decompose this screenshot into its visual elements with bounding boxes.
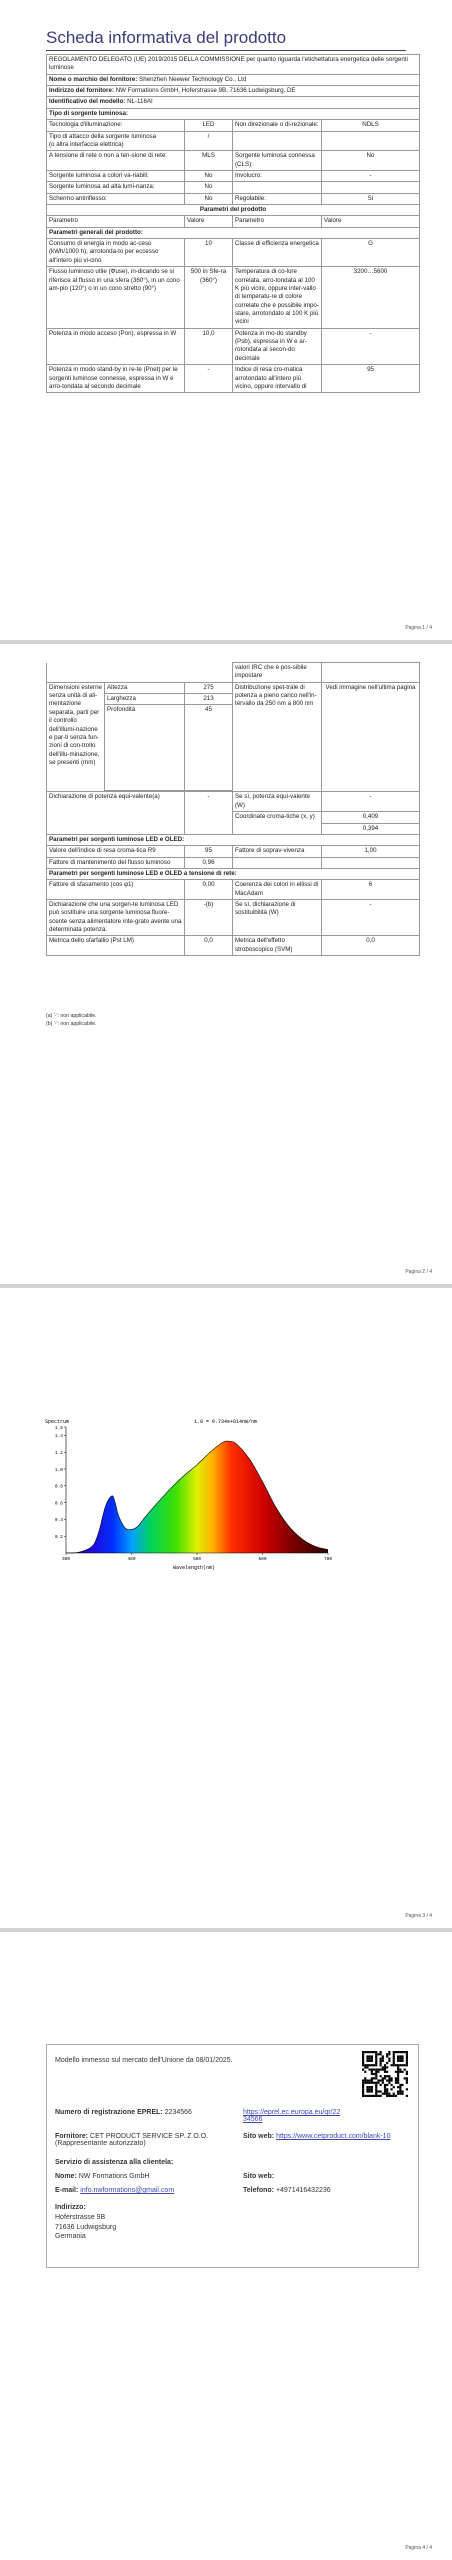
spectrum-chart bbox=[44, 1415, 334, 1575]
led-param-cell bbox=[322, 857, 420, 868]
footnote-b: (b) '-': non applicabile. bbox=[46, 1021, 97, 1028]
product-params-heading: Parametri del prodotto bbox=[47, 205, 420, 216]
general-param-cell: - bbox=[322, 328, 420, 364]
led-param-cell: 0,96 bbox=[185, 857, 233, 868]
y-tick-label: 1.4 bbox=[54, 1434, 63, 1440]
source-type-cell: No bbox=[185, 170, 233, 181]
fornitore-web-link[interactable]: https://www.cetproduct.com/blank-10 bbox=[276, 2133, 391, 2140]
qr-code-icon[interactable] bbox=[362, 2051, 408, 2097]
page-3 bbox=[0, 1288, 452, 1928]
general-params-heading: Parametri generali del prodotto: bbox=[47, 227, 420, 238]
y-tick-label: 0.2 bbox=[54, 1535, 63, 1540]
page-number: Pagina 3 / 4 bbox=[405, 1913, 432, 1919]
spectrum-ylabel: Spectrum bbox=[45, 1419, 70, 1425]
source-type-cell: Sì bbox=[322, 193, 420, 204]
page-1 bbox=[0, 0, 452, 640]
mains-param-cell: Dichiarazione che una sorgen-te luminosa LED può sostituire una sorgente luminosa fluore-scente senza alimentatore inte-grato avente una determinata potenza. bbox=[47, 900, 185, 936]
general-param-cell: - bbox=[185, 365, 233, 393]
mains-param-row bbox=[47, 900, 420, 936]
col-param-1: Parametro bbox=[47, 216, 185, 227]
led-param-cell: Fattore di soprav-vivenza bbox=[233, 846, 322, 857]
dim-width-value: 213 bbox=[185, 694, 233, 705]
mains-param-cell: - bbox=[322, 900, 420, 936]
general-param-cell: Consumo di energia in modo ac-ceso (kWh/1000 h), arrotonda-to per eccesso all'intero più vi-cino bbox=[47, 239, 185, 267]
page-number: Pagina 4 / 4 bbox=[405, 2545, 432, 2551]
footnotes bbox=[46, 1012, 96, 1029]
product-info-table-cont bbox=[46, 662, 420, 956]
led-param-cell: Fattore di mantenimento del flusso luminoso bbox=[47, 857, 185, 868]
mains-param-cell: 6 bbox=[322, 880, 420, 900]
source-type-cell: MLS bbox=[185, 151, 233, 171]
equiv-watt-label: Se sì, potenza equi-valente (W) bbox=[233, 792, 322, 812]
equiv-watt-value: - bbox=[322, 792, 420, 812]
page-title: Scheda informativa del prodotto bbox=[46, 28, 287, 47]
spectrum-area bbox=[66, 1441, 328, 1553]
source-type-cell: A tensione di rete o non a ten-sione di rete: bbox=[47, 151, 185, 171]
general-param-cell: Flusso luminoso utile (Φuse), in-dicando se si riferisce al flusso in una sfera (360°), in un cono am-pio (120°) o in un cono stretto (90°) bbox=[47, 267, 185, 329]
general-param-cell: Potenza in mo-do standby (Psb), espressa in W e ar-rotondata al secon-do decimale bbox=[233, 328, 322, 364]
address-value: NW Formations GmbH, Hoferstrasse 9B, 71636 Ludwigsburg, DE bbox=[115, 87, 296, 95]
mains-param-cell: Metrica dello sfarfallio (Pst LM) bbox=[47, 936, 185, 956]
eprel-number: 2234566 bbox=[164, 2109, 192, 2116]
general-param-cell: Potenza in modo stand-by in re-te (Pnet) per le sorgenti luminose connesse, espressa in W e arro-tondata al secondo decimale bbox=[47, 365, 185, 393]
source-type-cell bbox=[322, 131, 420, 151]
page-2 bbox=[0, 644, 452, 1284]
source-type-cell: Sorgente luminosa ad alta lumi-nanza: bbox=[47, 182, 185, 193]
source-type-cell bbox=[233, 131, 322, 151]
x-tick-label: 580 bbox=[192, 1557, 202, 1562]
col-value-2: Valore bbox=[322, 216, 420, 227]
general-param-cell: 95 bbox=[322, 365, 420, 393]
mains-param-cell: Fattore di sfasamento (cos φ1) bbox=[47, 880, 185, 900]
supplier-label: Nome o marchio del fornitore: bbox=[49, 75, 138, 83]
led-heading: Parametri per sorgenti luminose LED e OLED: bbox=[47, 834, 420, 845]
dim-depth-value: 45 bbox=[185, 705, 233, 791]
x-tick-label: 380 bbox=[61, 1557, 71, 1562]
general-param-cell: 500 in Sfe-ra (360°) bbox=[185, 267, 233, 329]
led-param-cell: 95 bbox=[185, 846, 233, 857]
mains-param-row bbox=[47, 936, 420, 956]
fornitore-value: CET PRODUCT SERVICE SP. Z O.O. (Rappresentante autorizzato) bbox=[55, 2133, 209, 2147]
source-type-cell: Tipo di attacco della sorgente luminosa (o altra interfaccia elettrica) bbox=[47, 131, 185, 151]
address-line-1: Hoferstrasse 9B bbox=[55, 2213, 106, 2221]
source-type-row bbox=[47, 193, 420, 204]
service-email-link[interactable]: info.nwformations@gmail.com bbox=[80, 2187, 175, 2194]
dim-depth-label: Profondità bbox=[105, 705, 185, 791]
source-type-cell bbox=[233, 182, 322, 193]
address-label: Indirizzo del fornitore: bbox=[49, 87, 114, 95]
led-param-row bbox=[47, 846, 420, 857]
source-type-row bbox=[47, 131, 420, 151]
led-param-cell bbox=[233, 857, 322, 868]
led-param-cell: 1,00 bbox=[322, 846, 420, 857]
y-tick-label: 0.8 bbox=[54, 1484, 63, 1490]
source-type-cell: NDLS bbox=[322, 120, 420, 131]
address-block: Indirizzo: Hoferstrasse 9B 71636 Ludwigsburg Germania bbox=[55, 2204, 117, 2241]
chroma-x: 0,409 bbox=[322, 812, 420, 823]
supplier-value: Shenzhen Neewer Technology Co., Ltd bbox=[139, 75, 247, 83]
source-type-cell: LED bbox=[185, 120, 233, 131]
service-name: Nome: NW Formations GmbH bbox=[55, 2173, 150, 2180]
registration-box bbox=[46, 2044, 419, 2268]
general-param-cell: Classe di efficienza energetica bbox=[233, 239, 322, 267]
x-tick-label: 780 bbox=[323, 1557, 333, 1562]
mains-param-cell: Coerenza dei colori in ellissi di MacAdam bbox=[233, 880, 322, 900]
x-tick-label: 680 bbox=[258, 1557, 267, 1562]
dim-height-value: 275 bbox=[185, 682, 233, 693]
mains-param-cell: 0,0 bbox=[322, 936, 420, 956]
general-param-cell: Temperatura di co-lore correlata, arro-tondata al 100 K più vicini, oppure inter-vallo di temperatu-re di colore correlate che è possibile impo-stare, arrotondato al 100 K più vicini bbox=[233, 267, 322, 329]
source-type-cell: Tecnologia d'illuminazione: bbox=[47, 120, 185, 131]
source-type-cell: Sorgente luminosa a colori va-riabili: bbox=[47, 170, 185, 181]
led-param-row bbox=[47, 857, 420, 868]
col-value-1: Valore bbox=[185, 216, 233, 227]
col-param-2: Parametro bbox=[233, 216, 322, 227]
source-type-row bbox=[47, 120, 420, 131]
spectrum-xlabel: Wavelength(nm) bbox=[172, 1565, 216, 1571]
chroma-y: 0,394 bbox=[322, 823, 420, 834]
mains-param-cell: 0,00 bbox=[185, 880, 233, 900]
source-type-cell: / bbox=[185, 131, 233, 151]
chroma-label: Coordinate croma-tiche (x, y) bbox=[233, 812, 322, 835]
fornitore-web: Sito web: https://www.cetproduct.com/blank-10 bbox=[243, 2133, 391, 2140]
spectral-label: Distribuzione spet-trale di potenza a pieno carico nell'in-tervallo da 250 nm a 800 nm bbox=[233, 682, 322, 792]
spectral-value: Vedi immagine nell'ultima pagina bbox=[322, 682, 420, 792]
equiv-power-label: Dichiarazione di potenza equi-valente(a) bbox=[47, 792, 185, 834]
source-type-cell: Involucro: bbox=[233, 170, 322, 181]
general-param-cell: 10,0 bbox=[185, 328, 233, 364]
source-type-cell: Schermo antiriflesso: bbox=[47, 193, 185, 204]
x-tick-label: 480 bbox=[127, 1557, 136, 1562]
source-type-row bbox=[47, 151, 420, 171]
market-date: Modello immesso sul mercato dell'Unione da 08/01/2025. bbox=[55, 2057, 233, 2064]
service-phone: Telefono: +4971416432236 bbox=[243, 2187, 331, 2194]
general-param-cell: G bbox=[322, 239, 420, 267]
general-param-row bbox=[47, 239, 420, 267]
mains-param-row bbox=[47, 880, 420, 900]
y-tick-label: 1.2 bbox=[54, 1451, 63, 1456]
general-param-cell: 10 bbox=[185, 239, 233, 267]
model-label: Identificativo del modello: bbox=[49, 98, 126, 106]
source-type-cell bbox=[322, 182, 420, 193]
source-type-cell: Sorgente luminosa connessa (CLS): bbox=[233, 151, 322, 171]
source-type-heading: Tipo di sorgente luminosa: bbox=[47, 108, 420, 119]
equiv-power-value: - bbox=[185, 792, 233, 834]
source-type-cell: - bbox=[322, 170, 420, 181]
y-tick-label: 1.5 bbox=[54, 1425, 63, 1431]
address-line-2: 71636 Ludwigsburg bbox=[55, 2223, 117, 2231]
general-param-cell: Indice di resa cro-matica arrotondato all'intero più vicino, oppure intervallo di bbox=[233, 365, 322, 393]
source-type-cell: Regolabile: bbox=[233, 193, 322, 204]
service-heading: Servizio di assistenza alla clientela: bbox=[55, 2159, 174, 2166]
dimensions-label: Dimensioni esterne senza unità di ali-mentazione separata, parti per il controllo dell'illumi-nazione e par-ti senza fun-zioni di con-trollo dell'illu-minazione, se presenti (mm) bbox=[47, 682, 105, 792]
page-number: Pagina 2 / 4 bbox=[405, 1269, 432, 1275]
source-type-row bbox=[47, 170, 420, 181]
source-type-cell: Non direzionale o di-rezionale: bbox=[233, 120, 322, 131]
general-param-row bbox=[47, 267, 420, 329]
general-param-row bbox=[47, 328, 420, 364]
mains-param-cell: -(b) bbox=[185, 900, 233, 936]
eprel-label: Numero di registrazione EPREL: 2234566 bbox=[55, 2109, 192, 2116]
source-type-cell: No bbox=[185, 193, 233, 204]
dim-width-label: Larghezza bbox=[105, 694, 185, 705]
fornitore-block: Fornitore: CET PRODUCT SERVICE SP. Z O.O. (Rappresentante autorizzato) bbox=[55, 2133, 209, 2147]
y-tick-label: 0.4 bbox=[54, 1518, 63, 1524]
source-type-cell: No bbox=[185, 182, 233, 193]
mains-param-cell: Se sì, dichiarazione di sostituibilità (W) bbox=[233, 900, 322, 936]
general-param-cell: Potenza in modo acceso (Pon), espressa in W bbox=[47, 328, 185, 364]
cri-range-cont: valori IRC che è pos-sibile impostare bbox=[233, 663, 322, 683]
regulation-text: REGOLAMENTO DELEGATO (UE) 2019/2015 DELLA COMMISSIONE per quanto riguarda l'etichettatura energetica delle sorgenti luminose bbox=[47, 55, 420, 75]
general-param-row bbox=[47, 365, 420, 393]
source-type-cell: No bbox=[322, 151, 420, 171]
model-value: NL-116AI bbox=[127, 98, 153, 106]
service-web-label: Sito web: bbox=[243, 2173, 275, 2180]
footnote-a: (a) '-': non applicabile. bbox=[46, 1013, 97, 1019]
mains-param-cell: Metrica dell'effetto stroboscopico (SVM) bbox=[233, 936, 322, 956]
address-line-3: Germania bbox=[55, 2233, 86, 2241]
service-email: E-mail: info.nwformations@gmail.com bbox=[55, 2187, 175, 2194]
y-tick-label: 0.6 bbox=[54, 1501, 63, 1507]
general-param-cell: 3200…5600 bbox=[322, 267, 420, 329]
dim-height-label: Altezza bbox=[105, 682, 185, 693]
y-tick-label: 1.0 bbox=[54, 1467, 63, 1473]
mains-param-cell: 0,0 bbox=[185, 936, 233, 956]
led-param-cell: Valore dell'indice di resa croma-tica R9 bbox=[47, 846, 185, 857]
eprel-link[interactable]: https://eprel.ec.europa.eu/qr/2234566 bbox=[243, 2109, 341, 2123]
spectrum-annotation: 1.0 = 0.734e+014nW/nm bbox=[194, 1419, 258, 1425]
title-divider bbox=[46, 50, 406, 51]
mains-heading: Parametri per sorgenti luminose LED e OLED a tensione di rete: bbox=[47, 868, 420, 879]
product-info-table bbox=[46, 54, 420, 393]
page-number: Pagina 1 / 4 bbox=[405, 625, 432, 631]
source-type-row bbox=[47, 182, 420, 193]
